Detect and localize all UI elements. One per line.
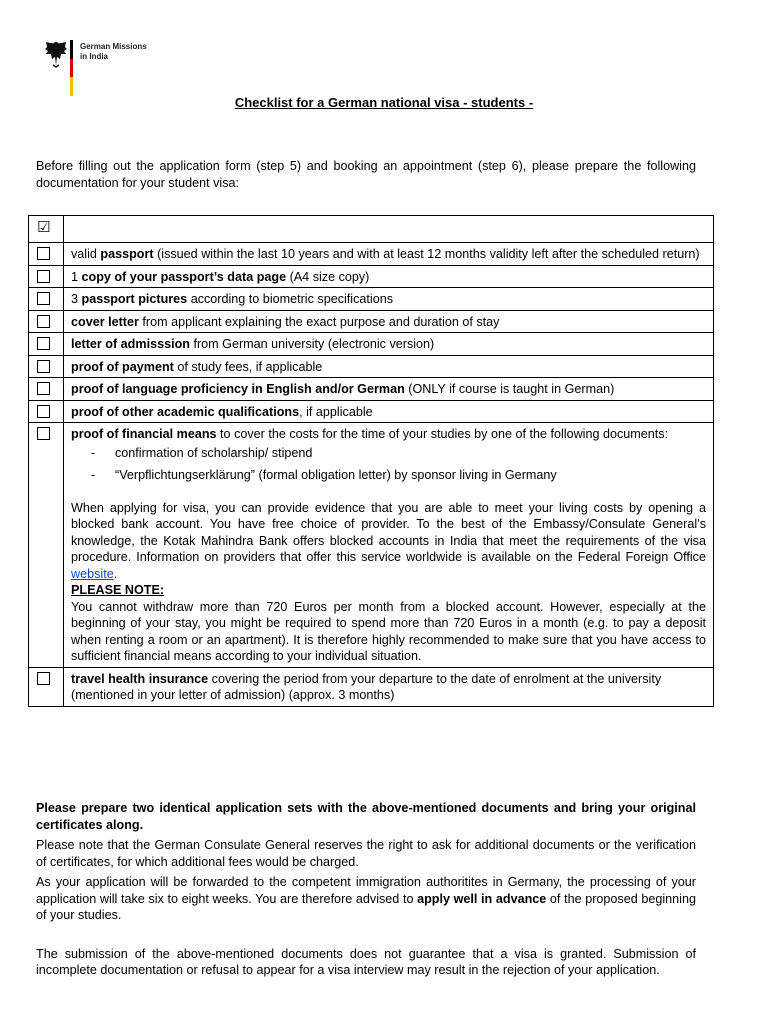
- checkbox[interactable]: [37, 405, 50, 418]
- federal-eagle-icon: [44, 38, 68, 68]
- processing-time-paragraph: As your application will be forwarded to the competent immigration authoritites in Germany, the processing of your application will take six to eight weeks. You are therefore advised to apply well in advance of the proposed beginning of your studies.: [36, 875, 696, 922]
- item-bold: cover letter: [71, 314, 139, 329]
- item-text: 1: [71, 269, 82, 284]
- intro-paragraph: Before filling out the application form (step 5) and booking an appointment (step 6), please prepare the following documentation for your student visa:: [36, 159, 696, 190]
- checkbox[interactable]: [37, 360, 50, 373]
- page-title: Checklist for a German national visa - students -: [234, 95, 534, 110]
- item-text: from German university (electronic version): [189, 337, 435, 351]
- checkbox[interactable]: [37, 270, 50, 283]
- logo-line-1: German Missions: [80, 42, 147, 51]
- item-bold: passport: [100, 247, 154, 261]
- item-text: to cover the costs for the time of your studies by one of the following documents:: [216, 427, 669, 441]
- item-bold: proof of payment: [71, 359, 174, 374]
- paragraph-text: When applying for visa, you can provide evidence that you are able to meet your living costs by opening a blocked bank account. You have free choice of provider. To the best of the Embassy/Consulate General’s knowledge, the Kotak Mahindra Bank offers blocked accounts in India that meet the requirements of the visa procedure. Information on providers that offer this service worldwide is available on the Federal Foreign Office: [71, 500, 706, 564]
- item-text: valid: [71, 247, 101, 261]
- sub-item-text: “Verpflichtungserklärung” (formal obligation letter) by sponsor living in Germany: [115, 468, 557, 482]
- dash-bullet: -: [91, 468, 96, 482]
- checkbox[interactable]: [37, 315, 50, 328]
- prepare-sets-paragraph: Please prepare two identical application sets with the above-mentioned documents and bring your original certificates along.: [36, 801, 696, 832]
- checklist-item-qualifications: [29, 400, 714, 423]
- item-text: of study fees, if applicable: [173, 359, 323, 374]
- item-text: (A4 size copy): [286, 269, 370, 284]
- blocked-account-paragraph: [71, 500, 706, 583]
- dash-bullet: -: [91, 445, 96, 460]
- checklist-item-admission: [29, 333, 714, 356]
- item-text: from applicant explaining the exact purpose and duration of stay: [138, 314, 500, 329]
- please-note-text: You cannot withdraw more than 720 Euros per month from a blocked account. However, especially at the beginning of your stay, you might be required to spend more than 720 Euros in a month (e.g. to pay a deposit when renting a room or an apartment). It is therefore highly recommended to make sure that you have access to sufficient financial means according to your individual situation.: [71, 599, 706, 663]
- paragraph-end: .: [113, 566, 118, 581]
- checklist-item-passport: [29, 243, 714, 266]
- german-flag-stripe: [70, 40, 73, 96]
- checkbox[interactable]: [37, 382, 50, 395]
- list-item: [91, 445, 706, 462]
- logo-text: [80, 42, 147, 62]
- item-bold: letter of admisssion: [71, 337, 190, 351]
- disclaimer-paragraph: The submission of the above-mentioned documents does not guarantee that a visa is granted. Submission of incomplete documentation or refusal to appear for a visa interview may result in the rejection of your application.: [36, 946, 696, 977]
- checkbox[interactable]: [37, 337, 50, 350]
- checklist-item-pictures: [29, 288, 714, 311]
- list-item: [91, 467, 706, 484]
- checklist-item-language: [29, 378, 714, 401]
- checkbox[interactable]: [37, 247, 50, 260]
- item-text: , if applicable: [299, 404, 373, 419]
- checkbox[interactable]: [37, 427, 50, 440]
- sub-item-text: confirmation of scholarship/ stipend: [115, 445, 313, 460]
- checklist-item-passport-copy: [29, 265, 714, 288]
- checklist-table: [28, 215, 714, 707]
- checklist-header-row: [29, 216, 714, 243]
- checkbox[interactable]: [37, 672, 50, 685]
- item-text: covering the period from your departure to the date of enrolment at the university (mentioned in your letter of admission) (approx. 3 months): [71, 671, 662, 702]
- item-text: according to biometric specifications: [187, 292, 393, 306]
- please-note-heading: PLEASE NOTE:: [71, 583, 165, 597]
- logo-line-2: in India: [80, 52, 108, 61]
- website-link[interactable]: website: [71, 566, 114, 581]
- closing-notes: [36, 800, 696, 983]
- checklist-item-financial: [29, 423, 714, 668]
- checklist-item-payment: [29, 355, 714, 378]
- checkbox[interactable]: [37, 292, 50, 305]
- financial-sub-list: [71, 445, 706, 484]
- item-bold: proof of other academic qualifications: [71, 404, 300, 419]
- item-text: 3: [71, 292, 82, 306]
- item-text: (ONLY if course is taught in German): [404, 382, 615, 396]
- additional-documents-paragraph: Please note that the German Consulate General reserves the right to ask for additional documents or the verification of certificates, for which additional fees would be charged.: [36, 838, 696, 869]
- german-missions-logo: [44, 38, 164, 96]
- checked-checkbox-icon: ☑: [37, 218, 51, 236]
- item-text: (issued within the last 10 years and with at least 12 months validity left after the scheduled return): [153, 247, 700, 261]
- item-bold: proof of language proficiency in English and/or German: [71, 382, 405, 396]
- item-bold: travel health insurance: [71, 671, 209, 686]
- item-bold: copy of your passport’s data page: [81, 269, 287, 284]
- checklist-item-insurance: [29, 667, 714, 706]
- checklist-item-cover-letter: [29, 310, 714, 333]
- item-bold: passport pictures: [81, 292, 188, 306]
- item-bold: proof of financial means: [71, 427, 217, 441]
